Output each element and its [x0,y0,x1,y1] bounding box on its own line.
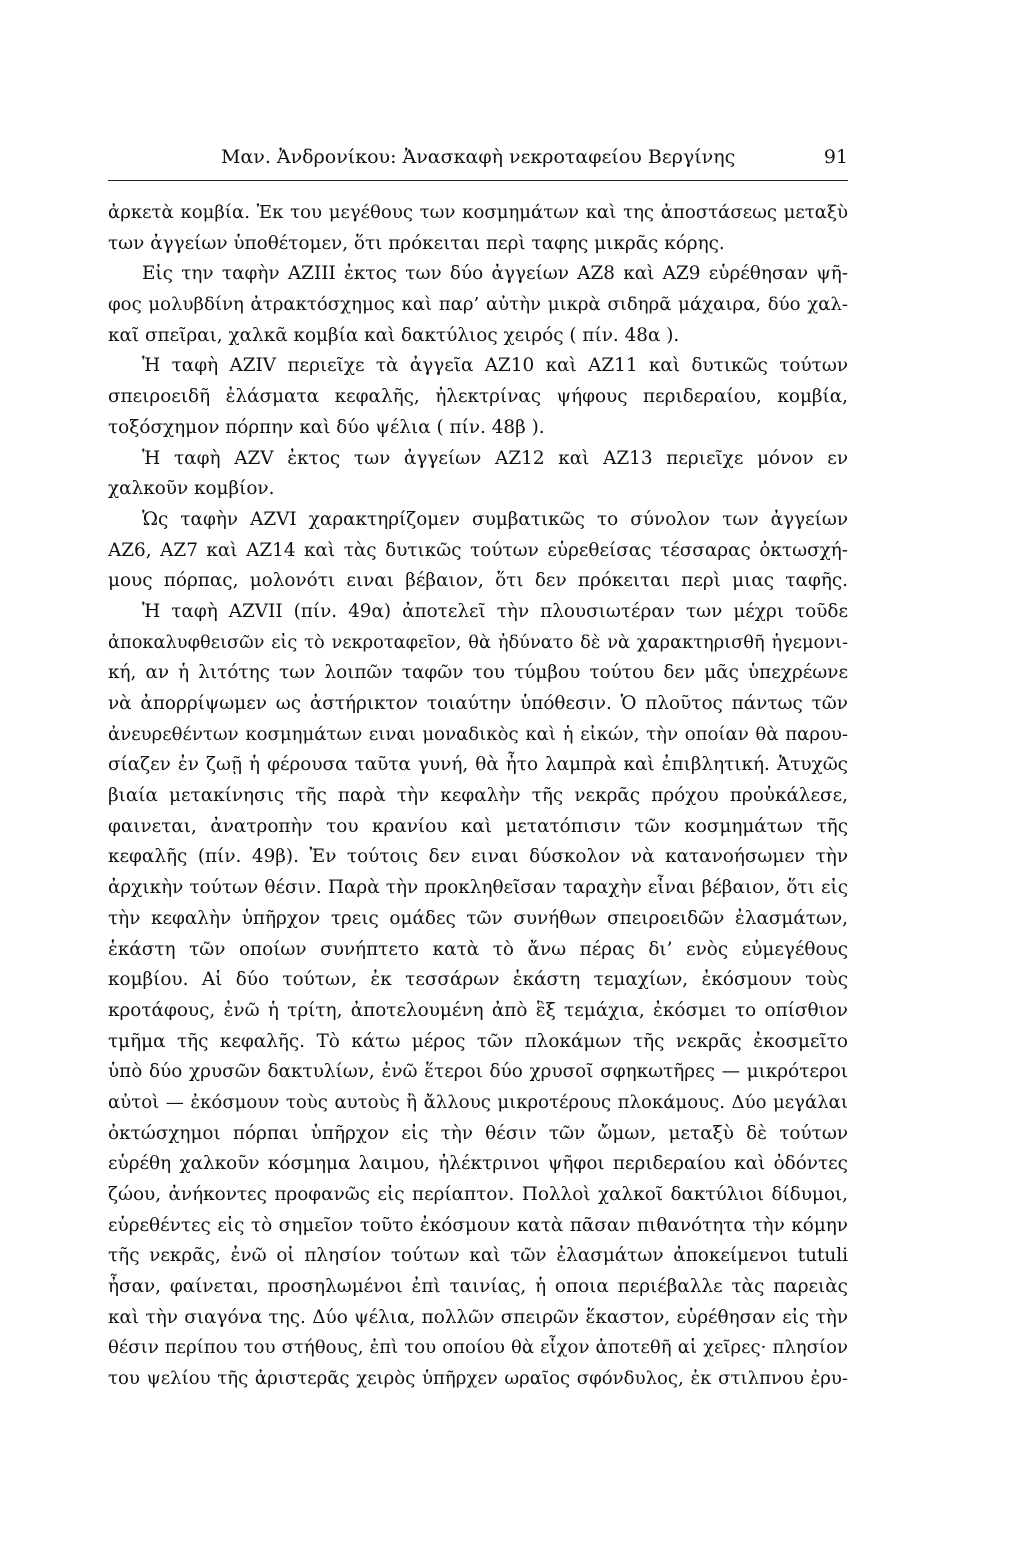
text-line: του ψελίου τῆς ἀριστερᾶς χειρὸς ὑπῆρχεν ωραῖος σφόνδυλος, ἐκ στιλπνου ἐρυ- [108,1368,848,1390]
text-line: φος μολυβδίνη ἀτρακτόσχημος καὶ παρ’ αὐτὴν μικρὰ σιδηρᾶ μάχαιρα, δύο χαλ- [108,294,848,316]
text-line: ἦσαν, φαίνεται, προσηλωμένοι ἐπὶ ταινίας, ἡ οποια περιέβαλλε τὰς παρειὰς [108,1276,848,1298]
text-line: εὑρεθέντες εἰς τὸ σημεῖον τοῦτο ἐκόσμουν κατὰ πᾶσαν πιθανότητα τὴν κόμην [108,1214,848,1236]
text-line: ὀκτώσχημοι πόρπαι ὑπῆρχον εἰς τὴν θέσιν τῶν ὤμων, μεταξὺ δὲ τούτων [108,1122,848,1144]
text-line: κροτάφους, ἐνῶ ἡ τρίτη, ἀποτελουμένη ἀπὸ ἓξ τεμάχια, ἐκόσμει το οπίσθιον [108,999,848,1021]
header-rule [108,180,848,181]
text-line: ζώου, ἀνήκοντες προφανῶς εἰς περίαπτον. Πολλοὶ χαλκοῖ δακτύλιοι δίδυμοι, [108,1184,848,1205]
text-line: σίαζεν ἐν ζωῇ ἡ φέρουσα ταῦτα γυνή, θὰ ἦτο λαμπρὰ καὶ ἐπιβλητική. Ἀτυχῶς [108,754,848,776]
text-line: χαλκοῦν κομβίον. [108,478,275,500]
text-line: σπειροειδῆ ἐλάσματα κεφαλῆς, ἠλεκτρίνας ψήφους περιδεραίου, κομβία, [108,386,848,408]
text-line: ἀνευρεθέντων κοσμημάτων ειναι μοναδικὸς καὶ ἡ εἰκών, τὴν οποίαν θὰ παρου- [108,723,848,745]
running-header [221,146,848,178]
text-line: τῆς νεκρᾶς, ἐνῶ οἱ πλησίον τούτων καὶ τῶν ἐλασμάτων ἀποκείμενοι tutuli [108,1245,848,1267]
text-line: κομβίου. Αἱ δύο τούτων, ἐκ τεσσάρων ἑκάστη τεμαχίων, ἐκόσμουν τοὺς [108,969,848,991]
text-line: ΑΖ6, ΑΖ7 καὶ ΑΖ14 καὶ τὰς δυτικῶς τούτων εὑρεθείσας τέσσαρας ὀκτωσχή- [108,539,848,561]
text-line: κή, αν ἡ λιτότης των λοιπῶν ταφῶν του τύμβου τούτου δεν μᾶς ὑπεχρέωνε [108,662,848,684]
text-line: φαινεται, ἀνατροπὴν του κρανίου καὶ μετατόπισιν τῶν κοσμημάτων τῆς [108,815,848,837]
text-line: ἀρχικὴν τούτων θέσιν. Παρὰ τὴν προκληθεῖσαν ταραχὴν εἶναι βέβαιον, ὅτι εἰς [108,877,848,899]
text-line: θέσιν περίπου του στήθους, ἐπὶ του οποίου θὰ εἶχον ἀποτεθῆ αἱ χεῖρες· πλησίον [108,1337,848,1359]
text-line: καῖ σπεῖραι, χαλκᾶ κομβία καὶ δακτύλιος χειρός ( πίν. 48α ). [108,324,680,346]
text-line: εὑρέθη χαλκοῦν κόσμημα λαιμου, ἠλέκτρινοι ψῆφοι περιδεραίου καὶ ὀδόντες [108,1153,848,1175]
text-line: Ἡ ταφὴ ΑΖVΙΙ (πίν. 49α) ἀποτελεῖ τὴν πλουσιωτέραν των μέχρι τοῦδε [142,600,848,622]
text-line: των ἀγγείων ὑποθέτομεν, ὅτι πρόκειται περὶ ταφης μικρᾶς κόρης. [108,232,725,254]
text-line: καὶ τὴν σιαγόνα της. Δύο ψέλια, πολλῶν σπειρῶν ἕκαστον, εὑρέθησαν εἰς τὴν [108,1306,848,1328]
text-line: τοξόσχημον πόρπην καὶ δύο ψέλια ( πίν. 48β ). [108,416,545,438]
text-line: Ἡ ταφὴ ΑΖV ἐκτος των ἀγγείων ΑΖ12 καὶ ΑΖ13 περιεῖχε μόνον εν [142,447,848,469]
text-line: αὐτοὶ — ἐκόσμουν τοὺς αυτοὺς ἢ ἄλλους μικροτέρους πλοκάμους. Δύο μεγάλαι [108,1091,848,1113]
body-text [108,198,848,1395]
page-number: 91 [823,146,848,168]
text-line: Εἰς την ταφὴν ΑΖΙΙΙ ἐκτος των δύο ἀγγείων ΑΖ8 καὶ ΑΖ9 εὑρέθησαν ψῆ- [142,263,848,285]
text-line: μους πόρπας, μολονότι ειναι βέβαιον, ὅτι δεν πρόκειται περὶ μιας ταφῆς. [108,570,848,592]
text-line: ἀποκαλυφθεισῶν εἰς τὸ νεκροταφεῖον, θὰ ἠδύνατο δὲ νὰ χαρακτηρισθῆ ἡγεμονι- [108,631,848,653]
text-line: νὰ ἀπορρίψωμεν ως ἀστήρικτον τοιαύτην ὑπόθεσιν. Ὁ πλοῦτος πάντως τῶν [108,693,848,714]
text-line: τὴν κεφαλὴν ὑπῆρχον τρεις ομάδες τῶν συνήθων σπειροειδῶν ἐλασμάτων, [108,907,848,929]
text-line: Ὡς ταφὴν ΑΖVΙ χαρακτηρίζομεν συμβατικῶς το σύνολον των ἀγγείων [142,508,848,530]
text-line: βιαία μετακίνησις τῆς παρὰ τὴν κεφαλὴν τῆς νεκρᾶς πρόχου προὐκάλεσε, [108,785,848,807]
text-line: ἑκάστη τῶν οποίων συνήπτετο κατὰ τὸ ἄνω πέρας δι’ ενὸς εὐμεγέθους [108,938,848,960]
text-line: Ἡ ταφὴ ΑΖΙV περιεῖχε τὰ ἀγγεῖα ΑΖ10 καὶ ΑΖ11 καὶ δυτικῶς τούτων [142,355,848,377]
text-line: τμῆμα τῆς κεφαλῆς. Τὸ κάτω μέρος τῶν πλοκάμων τῆς νεκρᾶς ἐκοσμεῖτο [108,1030,848,1052]
text-line: κεφαλῆς (πίν. 49β). Ἐν τούτοις δεν ειναι δύσκολον νὰ κατανοήσωμεν τὴν [108,846,848,868]
text-line: ἀρκετὰ κομβία. Ἐκ του μεγέθους των κοσμημάτων καὶ της ἀποστάσεως μεταξὺ [108,202,848,223]
text-line: ὑπὸ δύο χρυσῶν δακτυλίων, ἐνῶ ἕτεροι δύο χρυσοῖ σφηκωτῆρες — μικρότεροι [108,1061,848,1083]
running-header-title: Μαν. Ἀνδρονίκου: Ἀνασκαφὴ νεκροταφείου Βεργίνης [221,146,736,168]
